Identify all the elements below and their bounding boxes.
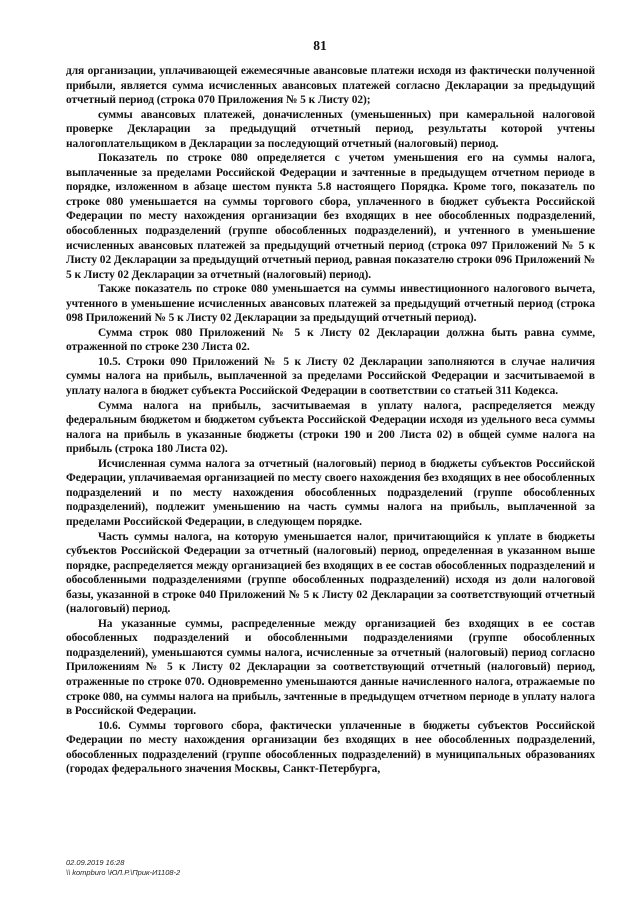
page-number: 81 bbox=[313, 38, 327, 53]
paragraph: Часть суммы налога, на которую уменьшается налог, причитающийся к уплате в бюджеты субъектов Российской Федерации за отчетный (налоговый) период, определенная в указанном выше порядке, распределяется между организацией без входящих в ее состав обособленных подразделений и обособленными подразделениями (группе обособленных подразделений) исходя из доли налоговой базы, указанной в строке 040 Приложений № 5 к Листу 02 Декларации за соответствующий отчетный (налоговый) период. bbox=[66, 530, 595, 616]
paragraph-section-10-6: 10.6. Суммы торгового сбора, фактически уплаченные в бюджеты субъектов Российской Федерации по месту нахождения организации без входящих в нее обособленных подразделений, обособленных подразделений (группе обособленных подразделений) в муниципальных образованиях (городах федерального значения Москвы, Санкт-Петербурга, bbox=[66, 719, 595, 776]
paragraph-section-10-5: 10.5. Строки 090 Приложений № 5 к Листу 02 Декларации заполняются в случае наличия суммы налога на прибыль, выплаченной за пределами Российской Федерации и засчитываемой в уплату налога в бюджет субъекта Российской Федерации в соответствии со статьей 311 Кодекса. bbox=[66, 355, 595, 398]
paragraph: Сумма строк 080 Приложений № 5 к Листу 02 Декларации должна быть равна сумме, отраженной по строке 230 Листа 02. bbox=[66, 326, 595, 354]
footer-stamp bbox=[66, 858, 180, 878]
paragraph: Показатель по строке 080 определяется с учетом уменьшения его на суммы налога, выплаченные за пределами Российской Федерации и зачтенные в предыдущем отчетном периоде в порядке, изложенном в абзаце шестом пункта 5.8 настоящего Порядка. Кроме того, показатель по строке 080 уменьшается на суммы торгового сбора, уплаченного в бюджет субъекта Российской Федерации по месту нахождения организации без входящих в нее обособленных подразделений, обособленных подразделений (группе обособленных подразделений), и учтенного в уменьшение исчисленных авансовых платежей за предыдущий отчетный период (строка 097 Приложений № 5 к Листу 02 Декларации за предыдущий отчетный период, равная показателю строки 096 Приложений № 5 к Листу 02 Декларации за отчетный (налоговый) период). bbox=[66, 152, 595, 281]
paragraph: Сумма налога на прибыль, засчитываемая в уплату налога, распределяется между федеральным бюджетом и бюджетом субъекта Российской Федерации исходя из удельного веса суммы налога на прибыль в указанные бюджеты (строки 190 и 200 Листа 02) в общей сумме налога на прибыль (строка 180 Листа 02). bbox=[66, 399, 595, 456]
paragraph: Исчисленная сумма налога за отчетный (налоговый) период в бюджеты субъектов Российской Федерации, уплачиваемая организацией по месту своего нахождения без входящих в нее обособленных подразделений и по месту нахождения обособленных подразделений (группе обособленных подразделений), подлежит уменьшению на часть суммы налога на прибыль, выплаченной за пределами Российской Федерации, в следующем порядке. bbox=[66, 457, 595, 528]
paragraph: суммы авансовых платежей, доначисленных (уменьшенных) при камеральной налоговой проверке Декларации за предыдущий отчетный период, результаты которой учтены налогоплательщиком в Декларации за последующий отчетный (налоговый) период. bbox=[66, 108, 595, 150]
document-body bbox=[66, 64, 595, 777]
footer-timestamp: 02.09.2019 16:28 bbox=[66, 858, 125, 867]
paragraph: Также показатель по строке 080 уменьшается на суммы инвестиционного налогового вычета, учтенного в уменьшение исчисленных авансовых платежей за предыдущий отчетный период (строка 098 Приложений № 5 к Листу 02 Декларации за предыдущий отчетный период). bbox=[66, 283, 595, 325]
footer-file-path: \\ kompburo \ЮЛ.Р.\Прик-И1108-2 bbox=[66, 868, 181, 877]
paragraph: На указанные суммы, распределенные между организацией без входящих в ее состав обособленных подразделений и обособленными подразделениями (группе обособленных подразделений), уменьшаются суммы налога, исчисленные за отчетный (налоговый) период согласно Приложениям № 5 к Листу 02 Декларации за соответствующий отчетный (налоговый) период, отраженные по строке 070. Одновременно уменьшаются данные начисленного налога, отражаемые по строке 080, на суммы налога на прибыль, зачтенные в предыдущем отчетном периоде в уплату налога в Российской Федерации. bbox=[66, 617, 595, 718]
paragraph-continued: для организации, уплачивающей ежемесячные авансовые платежи исходя из фактически полученной прибыли, является сумма исчисленных авансовых платежей согласно Декларации за предыдущий отчетный период (строка 070 Приложения № 5 к Листу 02); bbox=[66, 65, 595, 107]
